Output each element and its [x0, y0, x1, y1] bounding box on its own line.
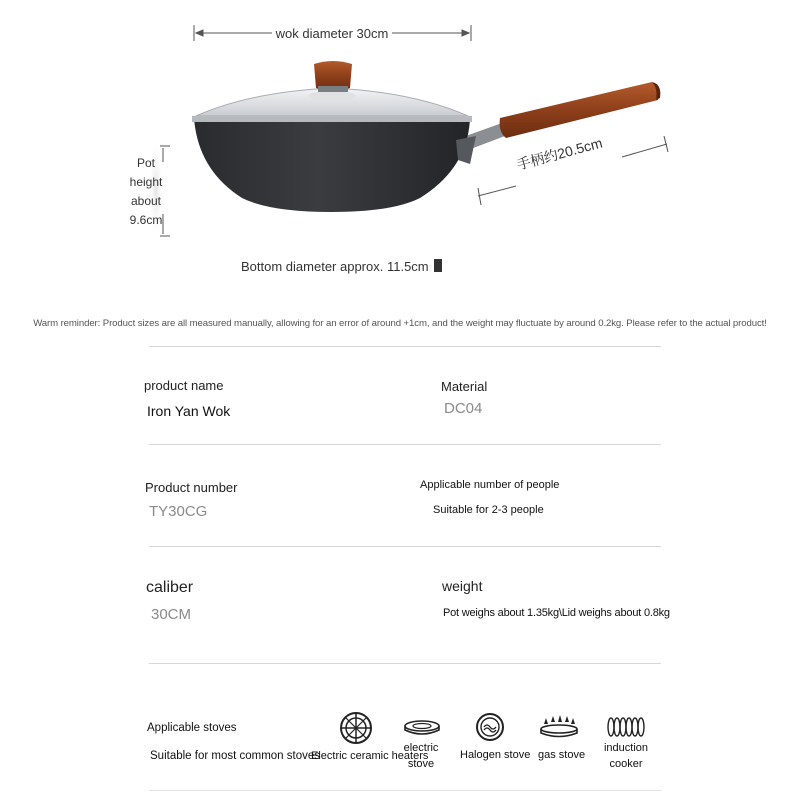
halogen-stove-icon: [475, 712, 505, 742]
divider: [149, 546, 661, 547]
wok-body: [194, 118, 476, 212]
bottom-diameter-text: Bottom diameter approx. 11.5cm: [241, 259, 429, 274]
caliber-value: 30CM: [151, 606, 192, 623]
electric-stove-label-line: electric: [403, 742, 439, 754]
electric-stove-label: [398, 740, 444, 772]
electric-stove-icon: [403, 718, 441, 738]
height-label-line: about: [130, 194, 162, 208]
wok-lid: [192, 61, 472, 122]
induction-cooker-label: [600, 740, 652, 772]
induction-cooker-icon: [606, 715, 646, 741]
gas-stove-label: gas stove: [538, 749, 586, 761]
divider: [149, 444, 661, 445]
product-number-label: Product number: [145, 480, 238, 495]
height-label: [120, 154, 172, 230]
divider: [149, 663, 661, 664]
bottom-diameter-label: [241, 259, 442, 274]
electric-ceramic-heater-label: Electric ceramic heaters: [311, 750, 429, 762]
product-name-value: Iron Yan Wok: [147, 403, 231, 419]
caliber-label: caliber: [146, 579, 194, 596]
people-label: Applicable number of people: [420, 479, 560, 491]
product-name-label: product name: [144, 378, 224, 393]
stoves-value: Suitable for most common stoves: [150, 750, 321, 762]
height-label-line: Pot: [136, 156, 155, 170]
induction-cooker-label-line: induction: [603, 742, 649, 754]
induction-cooker-label-line: cooker: [609, 758, 643, 770]
wok-illustration: [0, 0, 800, 300]
diameter-label: wok diameter 30cm: [275, 26, 389, 41]
electric-stove-label-line: stove: [407, 758, 435, 770]
weight-value: Pot weighs about 1.35kg\Lid weighs about 0.8kg: [443, 607, 670, 619]
stoves-label: Applicable stoves: [147, 722, 237, 734]
height-label-line: 9.6cm: [129, 213, 163, 227]
halogen-stove-label: Halogen stove: [460, 749, 531, 761]
warm-reminder: Warm reminder: Product sizes are all measured manually, allowing for an error of around +1cm, and the weight may fluctuate by around 0.2kg. Please refer to the actual product!: [33, 318, 767, 329]
height-label-line: height: [129, 175, 163, 189]
divider: [149, 346, 661, 347]
weight-label: weight: [442, 578, 483, 594]
material-label: Material: [441, 379, 488, 394]
divider: [149, 790, 661, 791]
gas-stove-icon: [538, 714, 580, 740]
people-value: Suitable for 2-3 people: [433, 504, 544, 516]
electric-ceramic-heater-icon: [338, 710, 374, 746]
unknown-glyph-icon: [434, 259, 442, 272]
product-number-value: TY30CG: [149, 503, 208, 520]
wok-handle: [463, 82, 660, 150]
material-value: DC04: [444, 400, 483, 417]
handle-length-label: 手柄约20.5cm: [514, 134, 604, 173]
